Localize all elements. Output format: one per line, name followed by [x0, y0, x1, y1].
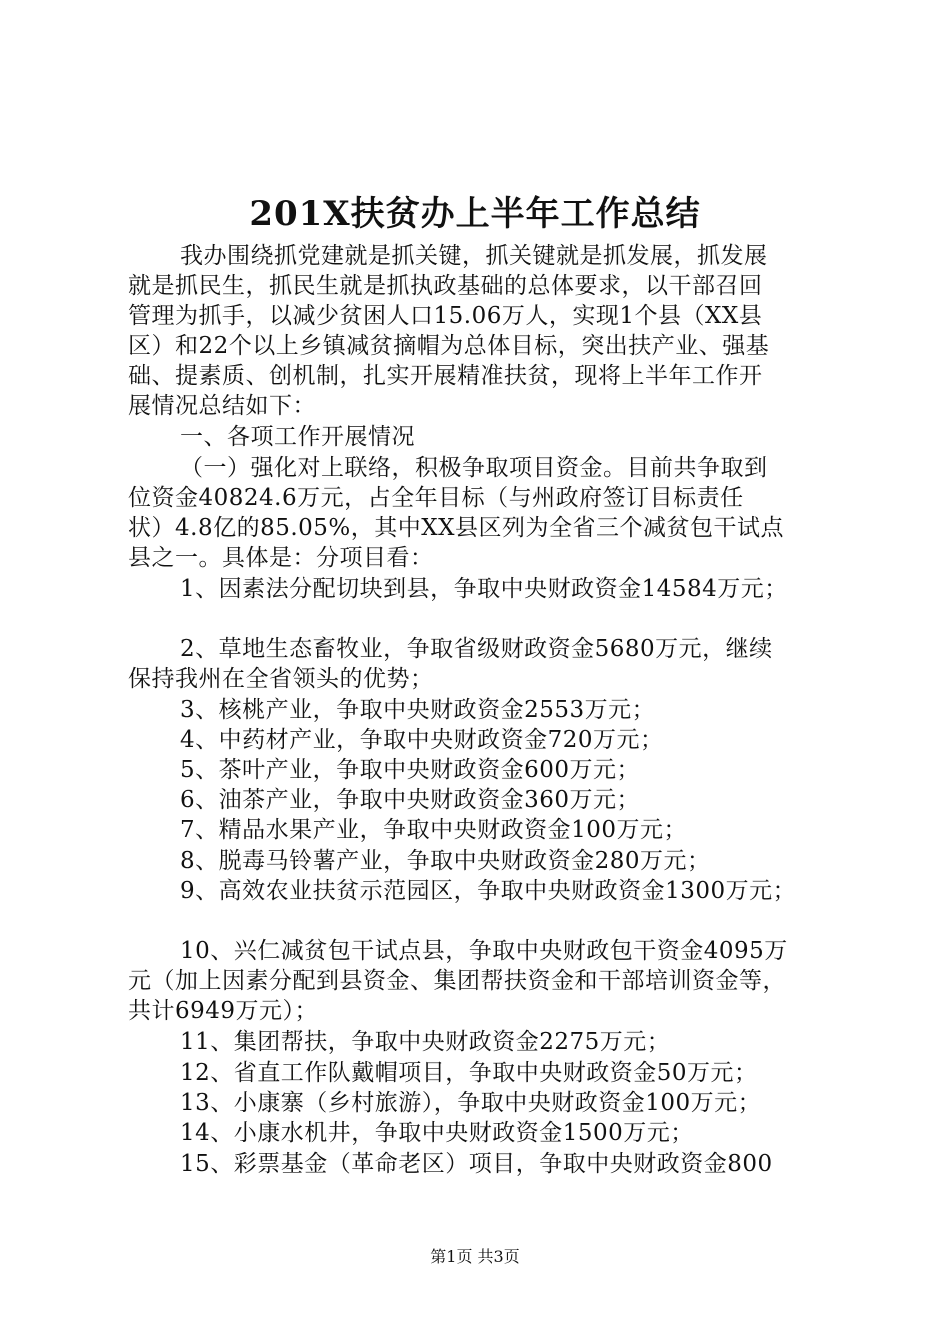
paragraph-line: 展情况总结如下：	[128, 393, 316, 419]
list-item-continuation: 元（加上因素分配到县资金、集团帮扶资金和干部培训资金等，	[128, 968, 786, 994]
list-item: 15、彩票基金（革命老区）项目，争取中央财政资金800	[180, 1151, 773, 1177]
list-item: 2、草地生态畜牧业，争取省级财政资金5680万元，继续	[180, 636, 773, 662]
list-item-continuation: 保持我州在全省领头的优势；	[128, 666, 434, 692]
list-item: 14、小康水机井，争取中央财政资金1500万元；	[180, 1120, 694, 1146]
list-item: 1、因素法分配切块到县，争取中央财政资金14584万元；	[180, 576, 788, 602]
paragraph-line: 础、提素质、创机制，扎实开展精准扶贫，现将上半年工作开	[128, 363, 763, 389]
list-item: 5、茶叶产业，争取中央财政资金600万元；	[180, 757, 641, 783]
paragraph-line: 我办围绕抓党建就是抓关键，抓关键就是抓发展，抓发展	[180, 243, 768, 269]
list-item: 10、兴仁减贫包干试点县，争取中央财政包干资金4095万	[180, 938, 788, 964]
list-item: 11、集团帮扶，争取中央财政资金2275万元；	[180, 1029, 671, 1055]
paragraph-line: 县之一。具体是：分项目看：	[128, 545, 434, 571]
list-item: 4、中药材产业，争取中央财政资金720万元；	[180, 727, 664, 753]
list-item: 3、核桃产业，争取中央财政资金2553万元；	[180, 697, 656, 723]
list-item: 8、脱毒马铃薯产业，争取中央财政资金280万元；	[180, 848, 711, 874]
paragraph-line: 区）和22个以上乡镇减贫摘帽为总体目标，突出扶产业、强基	[128, 333, 770, 359]
list-item: 7、精品水果产业，争取中央财政资金100万元；	[180, 817, 688, 843]
list-item: 9、高效农业扶贫示范园区，争取中央财政资金1300万元；	[180, 878, 797, 904]
list-item: 6、油茶产业，争取中央财政资金360万元；	[180, 787, 641, 813]
paragraph-line: 位资金40824.6万元，占全年目标（与州政府签订目标责任	[128, 485, 744, 511]
section-heading: 一、各项工作开展情况	[180, 424, 415, 450]
paragraph-line: 状）4.8亿的85.05%，其中XX县区列为全省三个减贫包干试点	[128, 515, 785, 541]
subsection-heading: （一）强化对上联络，积极争取项目资金。目前共争取到	[180, 455, 768, 481]
paragraph-line: 管理为抓手，以减少贫困人口15.06万人，实现1个县（XX县	[128, 303, 763, 329]
list-item-continuation: 共计6949万元）；	[128, 998, 319, 1024]
document-title: 201X扶贫办上半年工作总结	[249, 194, 701, 234]
list-item: 13、小康寨（乡村旅游），争取中央财政资金100万元；	[180, 1090, 762, 1116]
list-item: 12、省直工作队戴帽项目，争取中央财政资金50万元；	[180, 1060, 758, 1086]
paragraph-line: 就是抓民生，抓民生就是抓执政基础的总体要求，以干部召回	[128, 273, 763, 299]
page-number: 第1页 共3页	[430, 1247, 520, 1266]
